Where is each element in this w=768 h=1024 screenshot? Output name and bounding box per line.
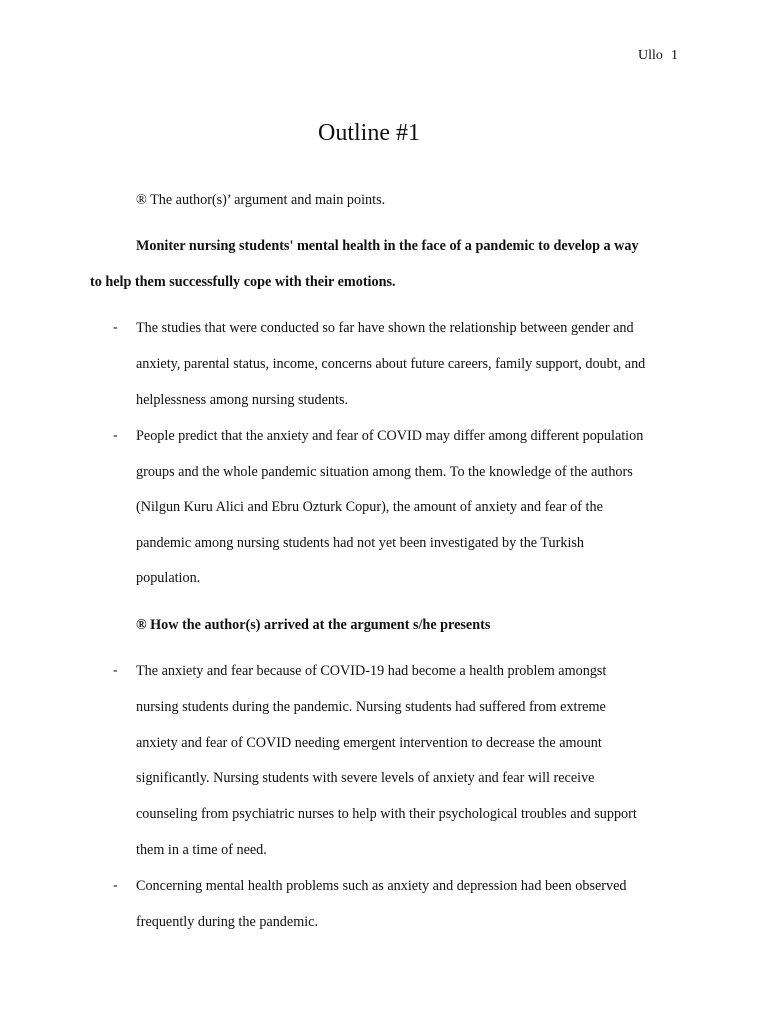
- bullet-line: frequently during the pandemic.: [136, 914, 319, 930]
- bullet-line: counseling from psychiatric nurses to help with their psychological troubles and support: [136, 806, 637, 822]
- bullet-line: population.: [136, 570, 201, 586]
- bullet-line: People predict that the anxiety and fear of COVID may differ among different population: [136, 428, 644, 444]
- bullet-line: anxiety, parental status, income, concerns about future careers, family support, doubt, and: [136, 356, 646, 372]
- thesis-line-1: Moniter nursing students' mental health in the face of a pandemic to develop a way: [136, 238, 639, 254]
- bullet-line: anxiety and fear of COVID needing emergent intervention to decrease the amount: [136, 735, 602, 751]
- bullet-marker: -: [113, 320, 118, 335]
- bullet-line: The studies that were conducted so far have shown the relationship between gender and: [136, 320, 634, 336]
- bullet-line: groups and the whole pandemic situation among them. To the knowledge of the authors: [136, 464, 633, 480]
- bullet-line: pandemic among nursing students had not yet been investigated by the Turkish: [136, 535, 585, 551]
- section-heading-argument: ® The author(s)’ argument and main points.: [136, 192, 386, 208]
- bullet-line: The anxiety and fear because of COVID-19 had become a health problem amongst: [136, 663, 607, 679]
- bullet-line: Concerning mental health problems such as anxiety and depression had been observed: [136, 878, 627, 894]
- author-surname: Ullo: [638, 48, 663, 63]
- bullet-line: significantly. Nursing students with severe levels of anxiety and fear will receive: [136, 770, 595, 786]
- bullet-marker: -: [113, 428, 118, 443]
- section-heading-method: ® How the author(s) arrived at the argument s/he presents: [136, 617, 491, 633]
- bullet-marker: -: [113, 878, 118, 893]
- bullet-line: (Nilgun Kuru Alici and Ebru Ozturk Copur), the amount of anxiety and fear of the: [136, 499, 603, 515]
- bullet-line: them in a time of need.: [136, 842, 267, 858]
- bullet-line: helplessness among nursing students.: [136, 392, 349, 408]
- page-title: Outline #1: [318, 120, 420, 146]
- bullet-marker: -: [113, 663, 118, 678]
- running-head: [638, 48, 678, 64]
- bullet-line: nursing students during the pandemic. Nursing students had suffered from extreme: [136, 699, 606, 715]
- page-number: 1: [671, 48, 678, 63]
- thesis-line-2: to help them successfully cope with their emotions.: [90, 274, 396, 290]
